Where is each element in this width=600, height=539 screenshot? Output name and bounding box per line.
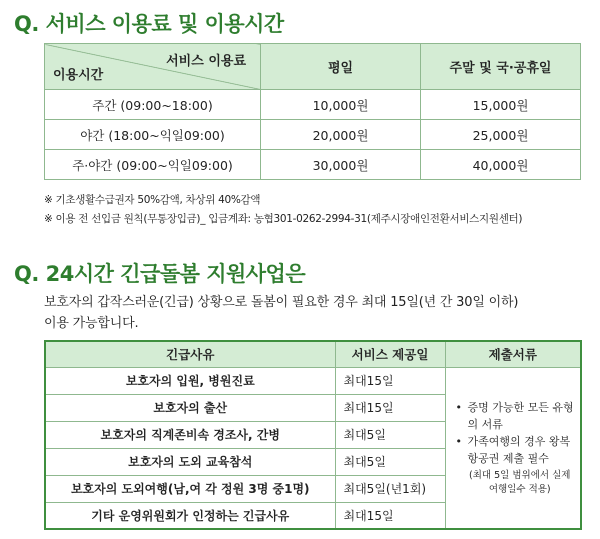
doc-item <box>456 399 575 433</box>
payment-note: ※ 이용 전 선입금 원칙(무통장입금)_ 입금계좌: 농협301-0262-2994-31(제주시장애인전환서비스지원센터) <box>44 213 523 225</box>
weekday-fee-cell: 30,000원 <box>261 150 421 180</box>
doc-sub-note: (최대 5일 범위에서 실제 여행일수 적용) <box>469 469 571 495</box>
section2-title: Q. 24시간 긴급돌봄 지원사업은 <box>14 262 306 286</box>
diagonal-header-cell <box>45 44 261 90</box>
weekday-fee-cell: 10,000원 <box>261 90 421 120</box>
days-cell: 최대5일 <box>335 448 445 475</box>
header-reason: 긴급사유 <box>45 341 335 367</box>
header-weekday: 평일 <box>261 44 421 90</box>
fee-table <box>44 43 581 180</box>
time-cell: 주·야간 (09:00~익일09:00) <box>45 150 261 180</box>
days-cell: 최대15일 <box>335 394 445 421</box>
intro-line-2: 이용 가능합니다. <box>44 316 139 331</box>
time-cell: 주간 (09:00~18:00) <box>45 90 261 120</box>
table-row <box>45 90 581 120</box>
doc-item-text: 증명 가능한 모든 유형의 서류 <box>467 400 574 431</box>
weekend-fee-cell: 15,000원 <box>421 90 581 120</box>
discount-note: ※ 기초생활수급권자 50%감액, 차상위 40%감액 <box>44 194 261 206</box>
table-row <box>45 120 581 150</box>
reason-cell: 보호자의 직계존비속 경조사, 간병 <box>45 421 335 448</box>
reason-cell: 보호자의 도외 교육참석 <box>45 448 335 475</box>
bullet-icon: • <box>455 434 462 448</box>
days-cell: 최대15일 <box>335 502 445 529</box>
header-fee-label: 서비스 이용료 <box>166 54 246 69</box>
doc-item-text: 가족여행의 경우 왕복항공권 제출 필수 <box>467 434 571 465</box>
table-row <box>45 150 581 180</box>
intro-paragraph <box>44 292 518 334</box>
reason-cell: 보호자의 입원, 병원진료 <box>45 367 335 394</box>
bullet-icon: • <box>455 400 462 414</box>
header-weekend: 주말 및 국·공휴일 <box>421 44 581 90</box>
docs-cell <box>445 367 581 529</box>
header-time-label: 이용시간 <box>53 68 104 83</box>
header-days: 서비스 제공일 <box>335 341 445 367</box>
section1-title: Q. 서비스 이용료 및 이용시간 <box>14 12 284 36</box>
reason-cell: 보호자의 출산 <box>45 394 335 421</box>
time-cell: 야간 (18:00~익일09:00) <box>45 120 261 150</box>
header-docs: 제출서류 <box>445 341 581 367</box>
weekday-fee-cell: 20,000원 <box>261 120 421 150</box>
weekend-fee-cell: 40,000원 <box>421 150 581 180</box>
emergency-care-table <box>44 340 582 530</box>
days-cell: 최대15일 <box>335 367 445 394</box>
reason-cell: 보호자의 도외여행(남,여 각 정원 3명 중1명) <box>45 475 335 502</box>
table-row <box>45 367 581 394</box>
doc-item <box>456 433 575 467</box>
reason-cell: 기타 운영위원회가 인정하는 긴급사유 <box>45 502 335 529</box>
weekend-fee-cell: 25,000원 <box>421 120 581 150</box>
days-cell: 최대5일(년1회) <box>335 475 445 502</box>
intro-line-1: 보호자의 갑작스러운(긴급) 상황으로 돌봄이 필요한 경우 최대 15일(년 간 30일 이하) <box>44 295 519 310</box>
days-cell: 최대5일 <box>335 421 445 448</box>
